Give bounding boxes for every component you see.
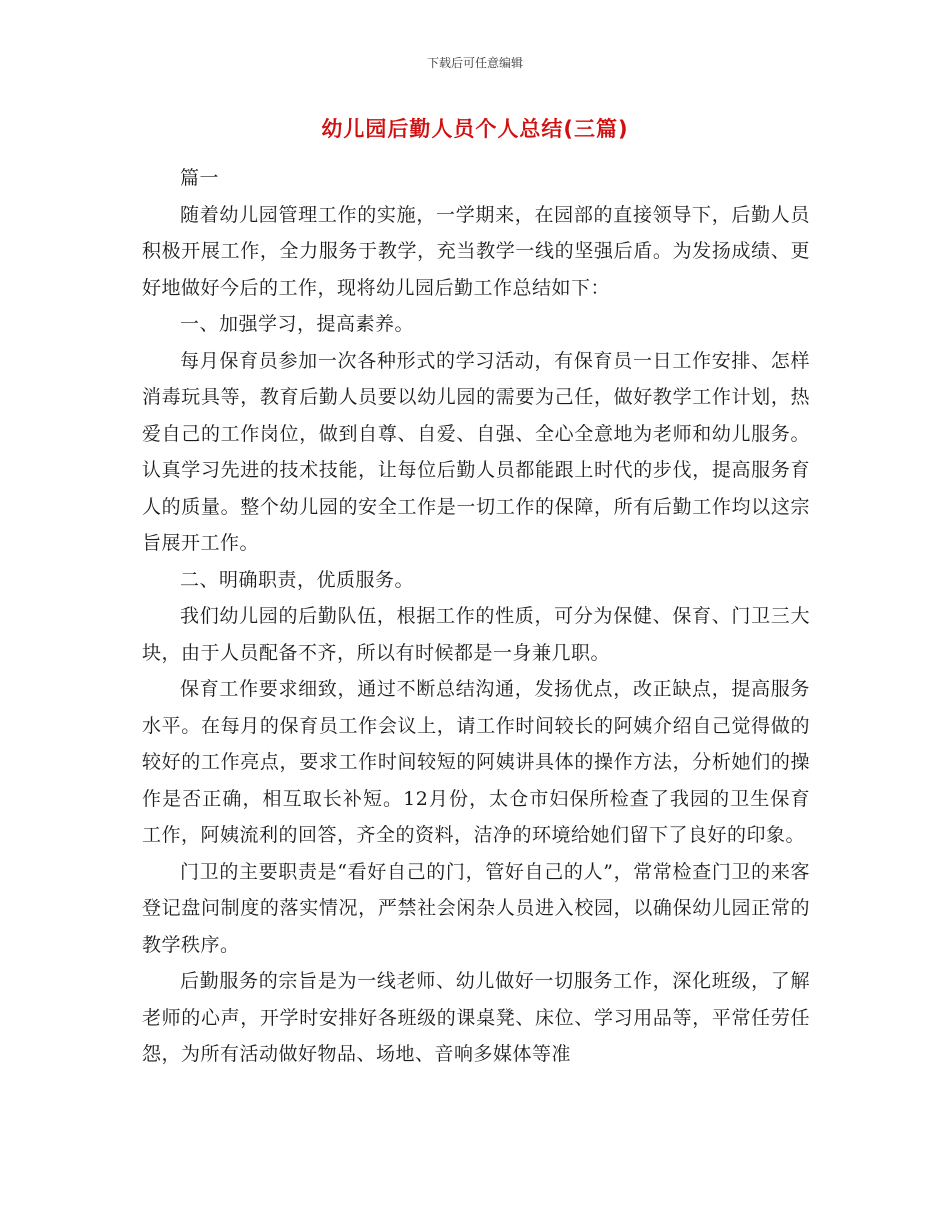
section-heading-duties: 二、明确职责，优质服务。 <box>180 568 415 591</box>
paragraph-guard: 门卫的主要职责是“看好自己的门，管好自己的人”，常常检查门卫的来客登记盘问制度的落实情况，严禁社会闲杂人员进入校园，以确保幼儿园正常的教学秩序。 <box>142 860 810 956</box>
paragraph-intro: 随着幼儿园管理工作的实施，一学期来，在园部的直接领导下，后勤人员积极开展工作，全力服务于教学，充当教学一线的坚强后盾。为发扬成绩、更好地做好今后的工作，现将幼儿园后勤工作总结如下： <box>142 203 810 299</box>
paragraph-team: 我们幼儿园的后勤队伍，根据工作的性质，可分为保健、保育、门卫三大块，由于人员配备不齐，所以有时候都是一身兼几职。 <box>142 605 810 664</box>
document-title: 幼儿园后勤人员个人总结(三篇) <box>321 117 629 141</box>
paragraph-study: 每月保育员参加一次各种形式的学习活动，有保育员一日工作安排、怎样消毒玩具等，教育后勤人员要以幼儿园的需要为己任，做好教学工作计划，热爱自己的工作岗位，做到自尊、自爱、自强、全心全意地为老师和幼儿服务。认真学习先进的技术技能，让每位后勤人员都能跟上时代的步伐，提高服务育人的质量。整个幼儿园的安全工作是一切工作的保障，所有后勤工作均以这宗旨展开工作。 <box>142 349 810 554</box>
page-header: 下载后可任意编辑 <box>426 56 523 70</box>
section-heading-part-one: 篇一 <box>180 167 220 189</box>
paragraph-care-work: 保育工作要求细致，通过不断总结沟通，发扬优点，改正缺点，提高服务水平。在每月的保育员工作会议上，请工作时间较长的阿姨介绍自己觉得做的较好的工作亮点，要求工作时间较短的阿姨讲具体的操作方法，分析她们的操作是否正确，相互取长补短。12月份，太仓市妇保所检查了我园的卫生保育工作，阿姨流利的回答，齐全的资料，洁净的环境给她们留下了良好的印象。 <box>142 678 810 846</box>
paragraph-service: 后勤服务的宗旨是为一线老师、幼儿做好一切服务工作，深化班级，了解老师的心声，开学时安排好各班级的课桌凳、床位、学习用品等，平常任劳任怨，为所有活动做好物品、场地、音响多媒体等准 <box>142 970 810 1065</box>
document-body <box>142 160 810 1073</box>
section-heading-study: 一、加强学习，提高素养。 <box>180 313 415 335</box>
